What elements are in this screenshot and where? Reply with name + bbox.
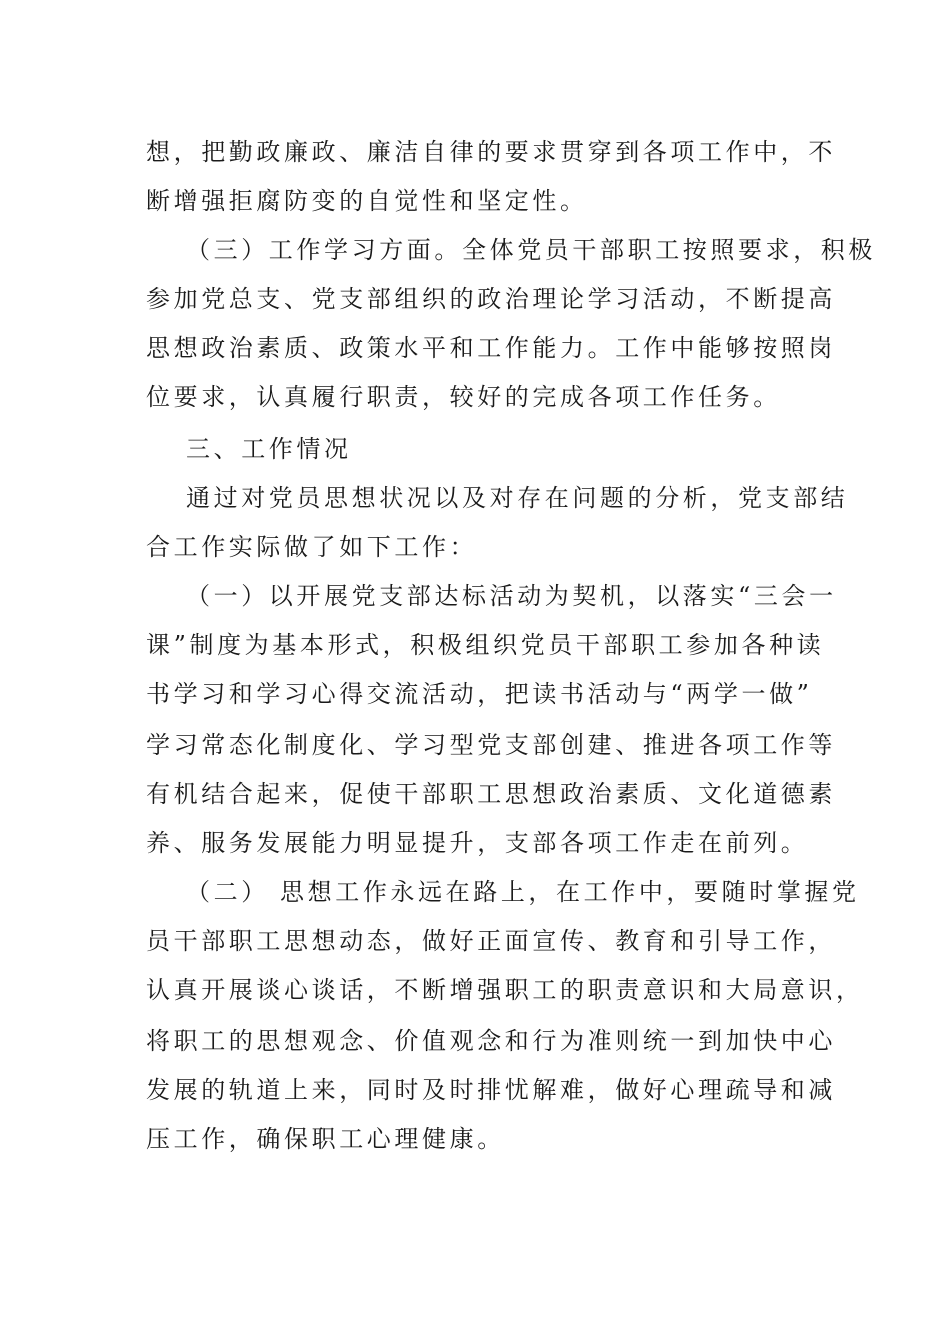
chapter-heading: 三、工作情况: [186, 435, 352, 463]
text-line: 压工作，确保职工心理健康。: [146, 1125, 505, 1153]
text-line: 员干部职工思想动态，做好正面宣传、教育和引导工作，: [146, 927, 836, 955]
item-heading-2: （二） 思想工作永远在路上，在工作中，要随时掌握党: [186, 878, 860, 906]
text-line: 认真开展谈心谈话，不断增强职工的职责意识和大局意识，: [146, 976, 864, 1004]
text-line: 想，把勤政廉政、廉洁自律的要求贯穿到各项工作中，不: [146, 138, 836, 166]
text-line: 将职工的思想观念、价值观念和行为准则统一到加快中心: [146, 1027, 836, 1055]
text-line: 断增强拒腐防变的自觉性和坚定性。: [146, 187, 588, 215]
text-line: 书学习和学习心得交流活动，把读书活动与“两学一做”: [146, 680, 813, 708]
text-line: 合工作实际做了如下工作：: [146, 533, 478, 561]
text-line: 思想政治素质、政策水平和工作能力。工作中能够按照岗: [146, 334, 836, 362]
text-line: 通过对党员思想状况以及对存在问题的分析，党支部结: [186, 484, 849, 512]
text-line: 有机结合起来，促使干部职工思想政治素质、文化道德素: [146, 780, 836, 808]
text-line: 课”制度为基本形式，积极组织党员干部职工参加各种读: [146, 631, 825, 659]
text-line: 养、服务发展能力明显提升，支部各项工作走在前列。: [146, 829, 809, 857]
text-line: 参加党总支、党支部组织的政治理论学习活动，不断提高: [146, 285, 836, 313]
item-heading-1: （一）以开展党支部达标活动为契机，以落实“三会一: [186, 582, 837, 610]
text-line: 位要求，认真履行职责，较好的完成各项工作任务。: [146, 383, 781, 411]
text-line: 发展的轨道上来，同时及时排忧解难，做好心理疏导和减: [146, 1076, 836, 1104]
section-heading-3: （三）工作学习方面。全体党员干部职工按照要求，积极: [186, 236, 876, 264]
text-line: 学习常态化制度化、学习型党支部创建、推进各项工作等: [146, 731, 836, 759]
